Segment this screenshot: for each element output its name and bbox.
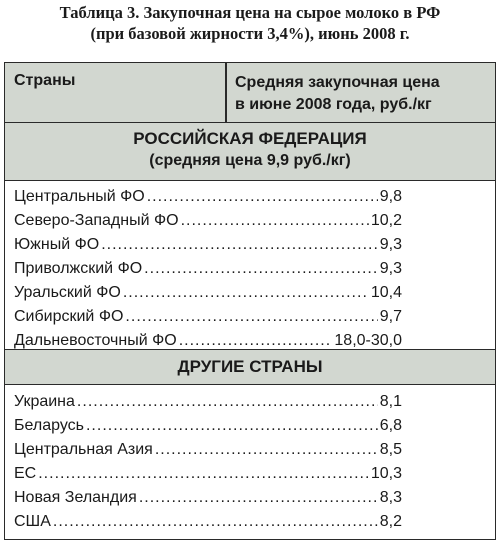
header-price-line-2: в июне 2008 года, руб./кг (235, 96, 432, 113)
price-table (4, 62, 496, 540)
leader-dots (86, 414, 378, 438)
row-value: 9,8 (379, 188, 402, 205)
row-name: Северо-Западный ФО (14, 212, 179, 229)
row-name: Уральский ФО (14, 284, 121, 301)
table-row (14, 486, 402, 510)
row-name: Беларусь (14, 417, 84, 434)
section-russia-title: РОССИЙСКАЯ ФЕДЕРАЦИЯ (133, 129, 367, 148)
row-name: Новая Зеландия (14, 489, 137, 506)
leader-dots (38, 462, 369, 486)
table-row (14, 510, 402, 534)
table-row (14, 390, 402, 414)
row-value: 6,8 (379, 417, 402, 434)
russia-list (14, 185, 402, 353)
header-countries: Страны (14, 72, 76, 89)
table-row (14, 281, 402, 305)
section-russia-subtitle: (средняя цена 9,9 руб./кг) (149, 152, 351, 169)
leader-dots (53, 510, 378, 534)
header-price-line-1: Средняя закупочная цена (235, 74, 440, 91)
row-value: 9,3 (379, 236, 402, 253)
leader-dots (77, 390, 378, 414)
section-other-title: ДРУГИЕ СТРАНЫ (177, 357, 323, 376)
table-row (14, 257, 402, 281)
table-row (14, 462, 402, 486)
table-row (14, 185, 402, 209)
leader-dots (155, 438, 378, 462)
other-countries-list (14, 390, 402, 534)
leader-dots (125, 305, 377, 329)
table-row (14, 233, 402, 257)
leader-dots (181, 209, 369, 233)
row-name: Приволжский ФО (14, 260, 143, 277)
table-row (14, 209, 402, 233)
row-name: Сибирский ФО (14, 308, 124, 325)
table-header (5, 63, 495, 123)
leader-dots (101, 233, 378, 257)
row-value: 10,2 (370, 212, 402, 229)
row-name: США (14, 513, 51, 530)
row-value: 18,0-30,0 (334, 332, 402, 349)
section-other-header (5, 349, 495, 385)
leader-dots (144, 257, 378, 281)
leader-dots (123, 281, 369, 305)
row-name: Дальневосточный ФО (14, 332, 177, 349)
leader-dots (147, 185, 378, 209)
caption-line-1: Таблица 3. Закупочная цена на сырое молоко в РФ (59, 3, 441, 22)
section-russia-header (5, 123, 495, 181)
table-row (14, 305, 402, 329)
table-row (14, 414, 402, 438)
row-value: 10,4 (370, 284, 402, 301)
leader-dots (139, 486, 378, 510)
row-value: 8,3 (379, 489, 402, 506)
row-value: 10,3 (370, 465, 402, 482)
row-value: 8,5 (379, 441, 402, 458)
row-value: 8,1 (379, 393, 402, 410)
row-value: 9,3 (379, 260, 402, 277)
header-price (235, 72, 440, 116)
row-value: 8,2 (379, 513, 402, 530)
row-name: Южный ФО (14, 236, 100, 253)
row-value: 9,7 (379, 308, 402, 325)
row-name: Центральная Азия (14, 441, 153, 458)
table-row (14, 438, 402, 462)
caption-line-2: (при базовой жирности 3,4%), июнь 2008 г. (90, 24, 410, 43)
row-name: Центральный ФО (14, 188, 145, 205)
header-divider (225, 63, 227, 122)
table-caption (0, 2, 500, 44)
row-name: Украина (14, 393, 75, 410)
row-name: ЕС (14, 465, 37, 482)
